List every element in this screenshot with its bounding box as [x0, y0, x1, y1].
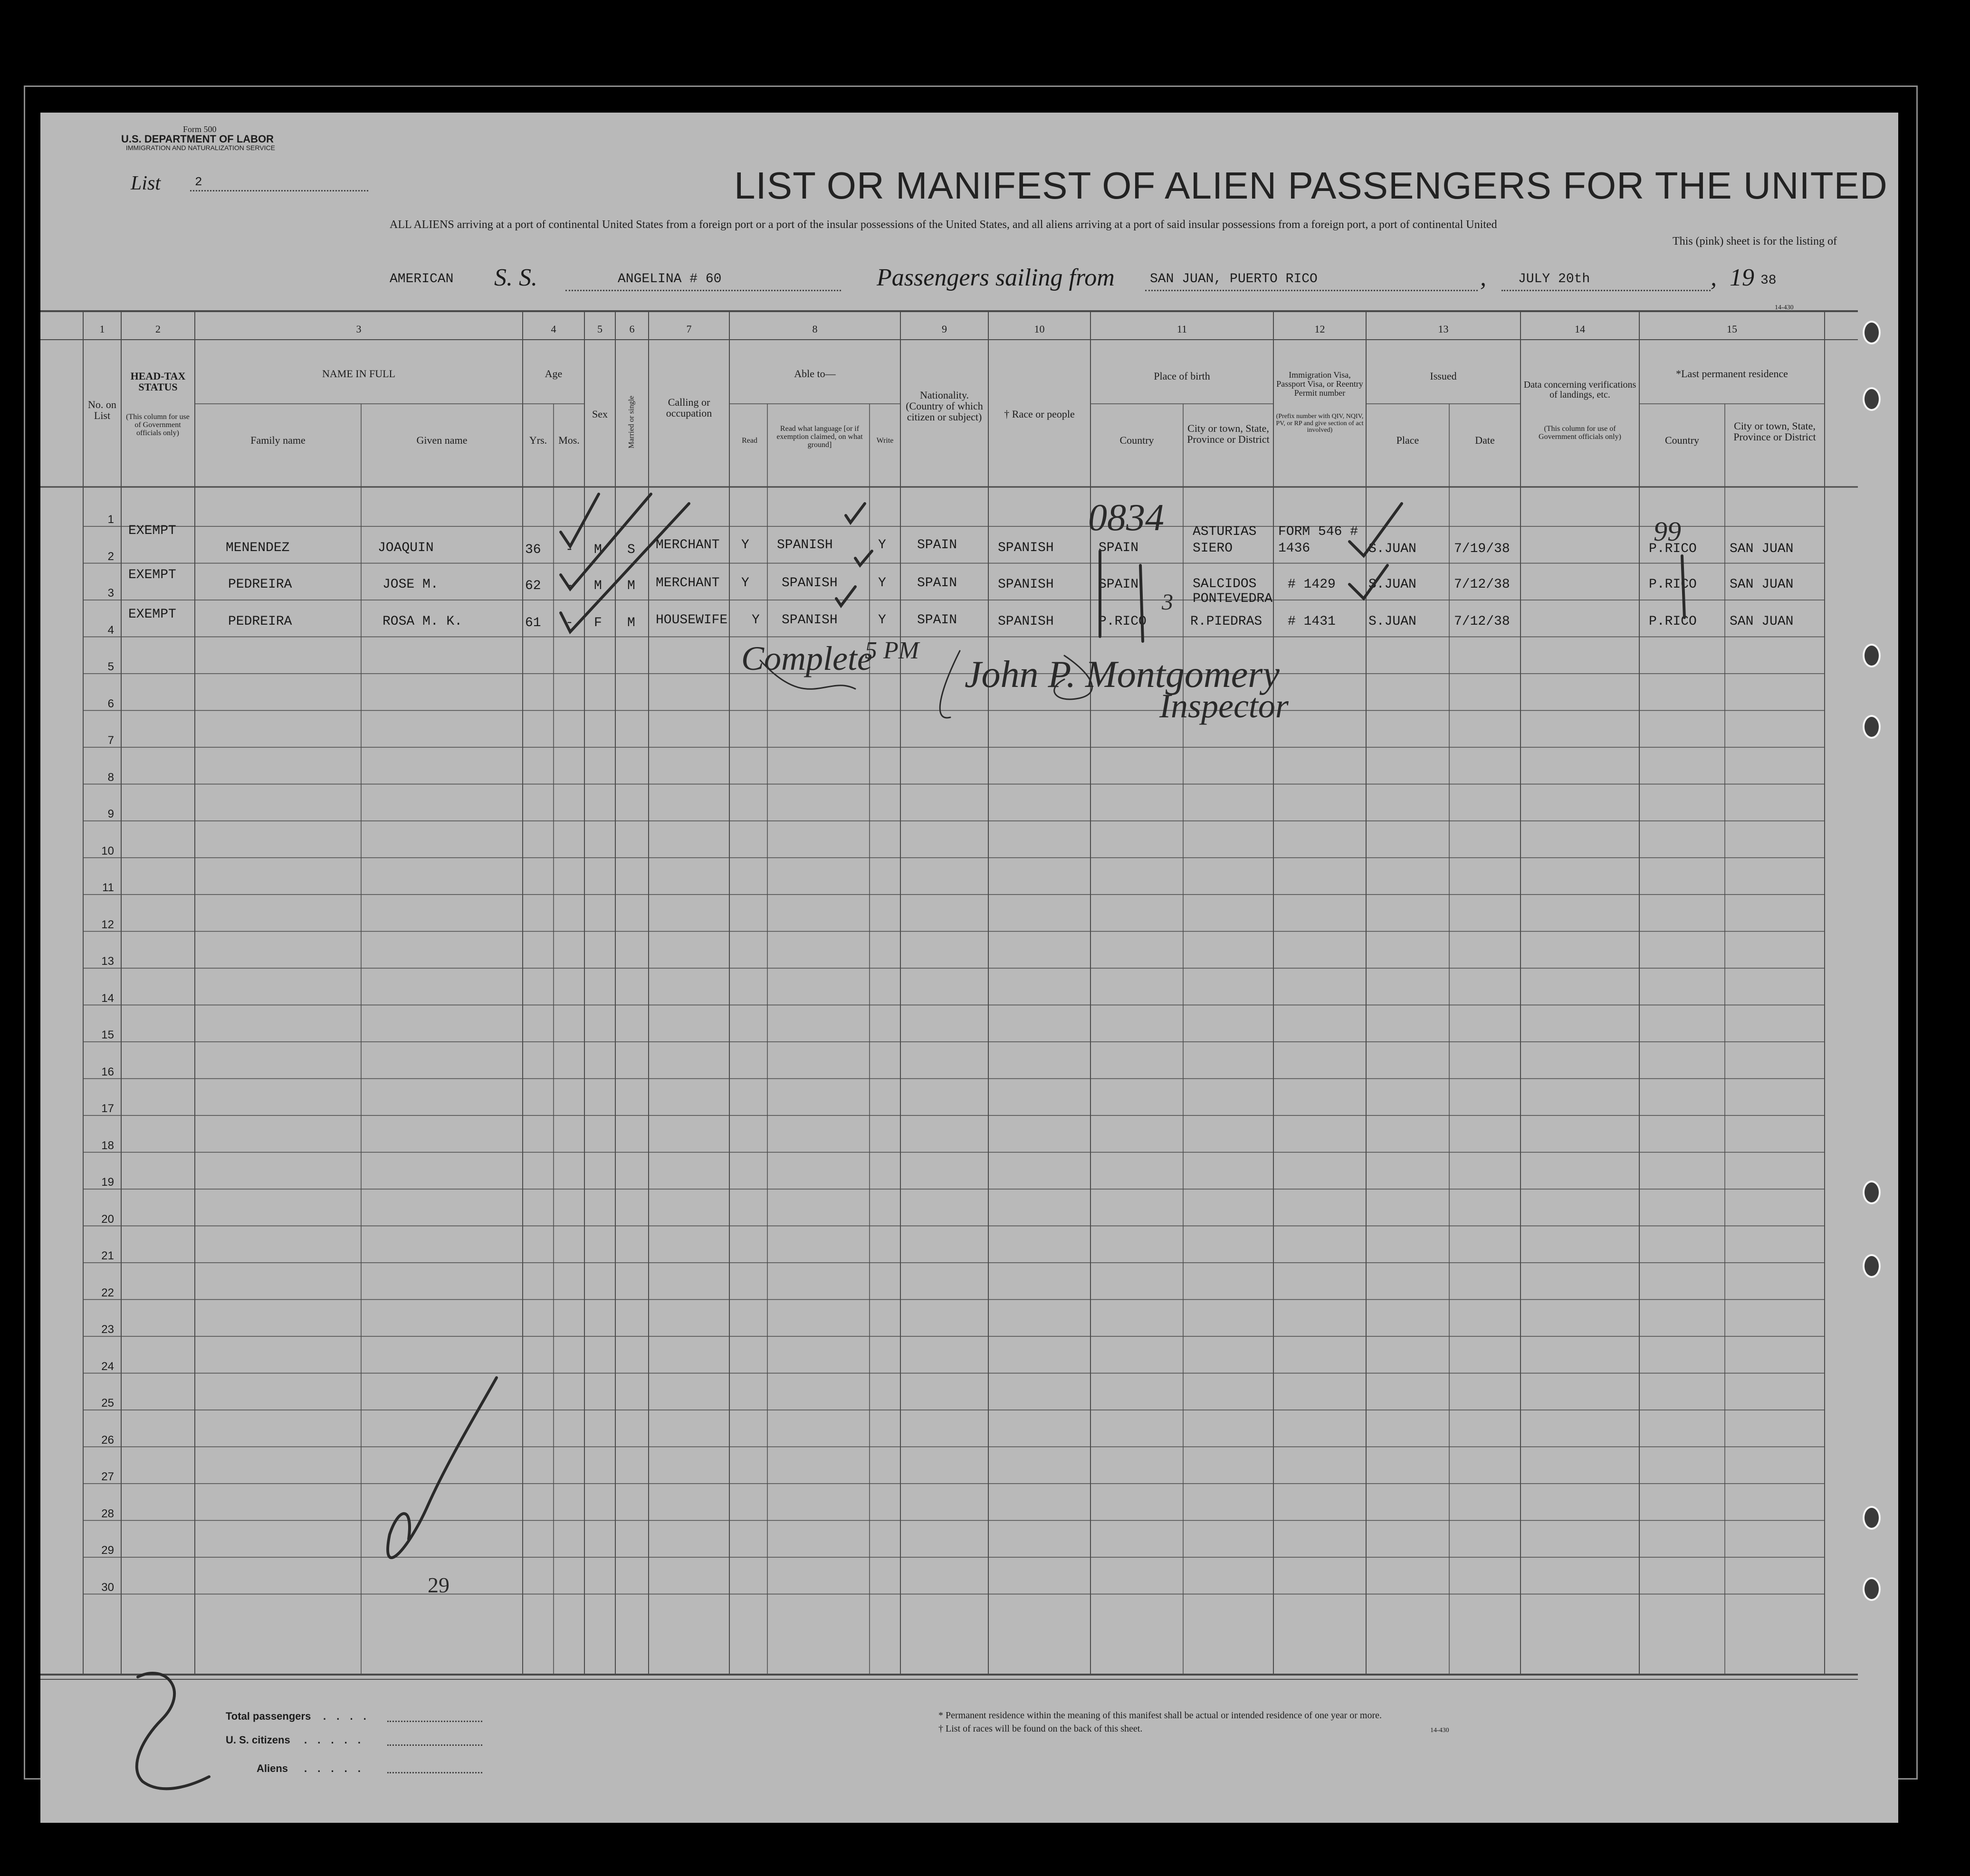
header-age: Age — [545, 368, 563, 380]
row-number: 27 — [101, 1470, 114, 1483]
handwritten-3: 3 — [1162, 590, 1173, 615]
dots: . . . . — [323, 1710, 370, 1722]
sex: M — [594, 579, 602, 593]
handwritten-29: 29 — [428, 1573, 449, 1597]
checkmark-icon — [1349, 504, 1402, 556]
checkmark-icon — [1349, 565, 1387, 599]
comma-2: , — [1711, 264, 1717, 291]
birth-city: ASTURIAS SIERO — [1193, 524, 1257, 556]
page-title: LIST OR MANIFEST OF ALIEN PASSENGERS FOR THE UNITED — [734, 164, 1888, 207]
row-number: 29 — [101, 1544, 114, 1557]
family-name: PEDREIRA — [228, 577, 292, 592]
ship-name: ANGELINA # 60 — [618, 272, 722, 286]
issued-date: 7/12/38 — [1454, 577, 1510, 592]
residence-country: P.RICO — [1649, 577, 1697, 592]
marital-status: M — [627, 579, 635, 593]
row-number: 9 — [107, 808, 114, 820]
row-number: 12 — [101, 918, 114, 931]
checkmark-icon — [836, 587, 855, 606]
tally-mark — [1140, 565, 1143, 641]
row-number: 14 — [101, 991, 114, 1005]
row-number: 21 — [101, 1249, 114, 1262]
header-write: Write — [876, 437, 894, 445]
header-no-on-list: No. on List — [88, 399, 116, 422]
header-able-to: Able to— — [794, 368, 836, 380]
row-number: 8 — [107, 771, 114, 784]
row-number: 28 — [101, 1507, 114, 1520]
nationality: SPAIN — [917, 613, 957, 628]
marital-status: S — [627, 543, 635, 557]
row-number: 16 — [101, 1065, 114, 1078]
binder-hole-icon — [1863, 321, 1881, 344]
list-value: 2 — [195, 175, 202, 189]
header-last-residence: *Last permanent residence — [1676, 368, 1788, 380]
residence-city: SAN JUAN — [1730, 542, 1794, 556]
binder-hole-icon — [1863, 1506, 1881, 1530]
checkmark-icon — [855, 551, 872, 565]
tally-mark — [1682, 556, 1684, 618]
nationality: SPAIN — [917, 576, 957, 590]
row-number: 4 — [107, 623, 114, 637]
race: SPANISH — [998, 541, 1054, 555]
row-number: 23 — [101, 1323, 114, 1336]
age-months: - — [565, 579, 574, 593]
header-pob-city: City or town, State, Province or District — [1187, 422, 1270, 446]
dots: . . . . . — [304, 1762, 365, 1774]
row-number: 22 — [101, 1286, 114, 1299]
age-years: 62 — [525, 579, 541, 593]
occupation: MERCHANT — [656, 576, 720, 590]
intro-text: ALL ALIENS arriving at a port of continental United States from a foreign port or a port of the insular possessions of the United States, and all aliens arriving at a port of said insular possessions from a foreign port, a port of continental United — [390, 219, 1497, 231]
binder-hole-icon — [1863, 1254, 1881, 1278]
header-res-city: City or town, State, Province or District — [1733, 420, 1816, 443]
binder-hole-icon — [1863, 644, 1881, 667]
visa-number: # 1431 — [1288, 614, 1336, 629]
row-number: 6 — [107, 697, 114, 710]
birth-country: SPAIN — [1099, 577, 1139, 592]
header-pob-country: Country — [1119, 434, 1154, 446]
row-number: 19 — [101, 1176, 114, 1189]
sailing-label: Passengers sailing from — [877, 264, 1115, 291]
occupation: HOUSEWIFE — [656, 613, 728, 628]
handwritten-0834: 0834 — [1088, 497, 1164, 539]
birth-country: P.RICO — [1099, 614, 1147, 629]
ship-nationality: AMERICAN — [390, 272, 454, 286]
col-num: 12 — [1314, 323, 1325, 335]
list-label: List — [131, 172, 161, 194]
header-landings-note: (This column for use of Government officials only) — [1539, 425, 1621, 441]
aliens-line — [387, 1772, 482, 1773]
header-read-language: Read what language [or if exemption claimed, on what ground] — [776, 425, 863, 449]
visa-number: # 1429 — [1288, 577, 1336, 592]
col-num: 15 — [1727, 323, 1737, 335]
header-head-tax-note: (This column for use of Government officials only) — [126, 413, 190, 437]
row-number: 1 — [107, 513, 114, 526]
residence-country: P.RICO — [1649, 614, 1697, 629]
issued-place: S.JUAN — [1368, 614, 1416, 629]
header-place-of-birth: Place of birth — [1154, 370, 1210, 382]
row-number: 25 — [101, 1397, 114, 1409]
comma: , — [1480, 264, 1486, 291]
language: SPANISH — [782, 576, 838, 590]
header-married: Married or single — [627, 395, 636, 448]
row-number: 13 — [101, 955, 114, 968]
col-num: 7 — [686, 323, 692, 335]
header-calling: Calling or occupation — [666, 396, 712, 419]
residence-country: P.RICO — [1649, 542, 1697, 556]
footnote-residence: * Permanent residence within the meaning of this manifest shall be actual or intended residence of one year or more. — [938, 1710, 1382, 1721]
can-write: Y — [878, 576, 886, 590]
row-number: 3 — [107, 587, 114, 600]
row-number: 11 — [102, 881, 114, 894]
header-issued-date: Date — [1475, 434, 1495, 446]
header-sex: Sex — [592, 408, 608, 420]
sex: M — [594, 543, 602, 557]
ss-label: S. S. — [494, 264, 537, 291]
year-suffix: 38 — [1760, 273, 1777, 288]
row-number: 24 — [101, 1360, 114, 1373]
residence-city: SAN JUAN — [1730, 614, 1794, 629]
issued-date: 7/12/38 — [1454, 614, 1510, 629]
number-two-mark — [137, 1673, 209, 1789]
us-citizens-label: U. S. citizens — [226, 1734, 290, 1746]
can-write: Y — [878, 538, 886, 552]
header-visa-note: (Prefix number with QIV, NQIV, PV, or RP and give section of act involved) — [1276, 413, 1364, 434]
form-code: 14-430 — [1430, 1727, 1449, 1734]
col-num: 6 — [629, 323, 635, 335]
col-num: 11 — [1176, 323, 1187, 335]
header-yrs: Yrs. — [529, 434, 547, 446]
total-passengers-line — [387, 1721, 482, 1722]
header-mos: Mos. — [558, 434, 580, 446]
header-landings: Data concerning verifications of landings, etc. — [1523, 380, 1636, 400]
birth-city: R.PIEDRAS — [1190, 614, 1262, 629]
binder-hole-icon — [1863, 387, 1881, 411]
visa-number: FORM 546 # 1436 — [1278, 524, 1358, 556]
header-race: † Race or people — [1004, 408, 1075, 420]
checkmark-icon — [561, 494, 599, 546]
form-code-top: 14-430 — [1775, 304, 1794, 311]
age-years: 36 — [525, 543, 541, 557]
row-number: 2 — [107, 550, 114, 563]
col-num: 9 — [942, 323, 947, 335]
marital-status: M — [627, 616, 635, 630]
age-years: 61 — [525, 616, 541, 630]
header-name-in-full: NAME IN FULL — [322, 368, 395, 380]
col-num: 8 — [812, 323, 818, 335]
row-number: 17 — [101, 1102, 114, 1115]
header-family-name: Family name — [250, 434, 306, 446]
family-name: PEDREIRA — [228, 614, 292, 629]
row-number: 7 — [107, 734, 114, 747]
can-read: Y — [752, 613, 760, 628]
binder-hole-icon — [1863, 715, 1881, 739]
col-num: 3 — [356, 323, 362, 335]
signature: John P. Montgomery — [965, 654, 1280, 695]
race: SPANISH — [998, 577, 1054, 592]
us-citizens-line — [387, 1744, 482, 1746]
col-num: 13 — [1438, 323, 1449, 335]
row-number: 20 — [101, 1212, 114, 1226]
header-nationality: Nationality. (Country of which citizen or subject) — [906, 389, 983, 423]
row-number: 26 — [101, 1433, 114, 1447]
col-num: 1 — [99, 323, 105, 335]
handwritten-time: 5 PM — [865, 637, 919, 664]
footnote-races: † List of races will be found on the back of this sheet. — [938, 1724, 1143, 1734]
aliens-label: Aliens — [257, 1762, 288, 1774]
row-number: 18 — [101, 1139, 114, 1152]
checkmark-icon — [846, 504, 865, 523]
residence-city: SAN JUAN — [1730, 577, 1794, 592]
issued-place: S.JUAN — [1368, 577, 1416, 592]
language: SPANISH — [782, 613, 838, 628]
handwritten-inspector: Inspector — [1159, 687, 1289, 725]
dots: . . . . . — [304, 1734, 365, 1746]
binder-hole-icon — [1863, 1181, 1881, 1204]
can-write: Y — [878, 613, 886, 628]
issued-date: 7/19/38 — [1454, 542, 1510, 556]
row-number: 30 — [101, 1581, 114, 1594]
header-res-country: Country — [1664, 434, 1700, 446]
sailing-date: JULY 20th — [1518, 272, 1590, 286]
can-read: Y — [741, 576, 749, 590]
language: SPANISH — [777, 538, 833, 552]
header-issued: Issued — [1430, 370, 1457, 382]
header-head-tax: HEAD-TAX STATUS — [130, 370, 186, 393]
birth-country: SPAIN — [1099, 541, 1139, 555]
sex: F — [594, 616, 602, 630]
col-num: 2 — [155, 323, 161, 335]
nationality: SPAIN — [917, 538, 957, 552]
row-number: 10 — [101, 844, 114, 857]
col-num: 5 — [597, 323, 602, 335]
total-passengers-label: Total passengers — [226, 1710, 311, 1722]
given-name: JOAQUIN — [378, 541, 434, 555]
form-number: Form 500 — [183, 124, 217, 134]
col-num: 10 — [1034, 323, 1045, 335]
binder-hole-icon — [1863, 1577, 1881, 1601]
col-num: 14 — [1575, 323, 1585, 335]
can-read: Y — [741, 538, 749, 552]
given-name: JOSE M. — [383, 577, 439, 592]
head-tax-status: EXEMPT — [128, 568, 176, 582]
department: U.S. DEPARTMENT OF LABOR — [121, 133, 274, 145]
age-months: - — [565, 616, 574, 630]
check-stroke — [388, 1378, 497, 1558]
row-number: 15 — [101, 1028, 114, 1041]
year-prefix: 19 — [1730, 264, 1754, 291]
header-visa: Immigration Visa, Passport Visa, or Reentry Permit number — [1276, 370, 1363, 398]
handwritten-complete: Complete — [741, 639, 872, 677]
intro-text-2: This (pink) sheet is for the listing of — [1673, 235, 1837, 248]
header-issued-place: Place — [1396, 434, 1419, 446]
race: SPANISH — [998, 614, 1054, 629]
sailing-from: SAN JUAN, PUERTO RICO — [1150, 272, 1318, 286]
head-tax-status: EXEMPT — [128, 524, 176, 538]
head-tax-status: EXEMPT — [128, 607, 176, 622]
birth-city: SALCIDOS PONTEVEDRA — [1193, 577, 1273, 606]
col-num: 4 — [551, 323, 556, 335]
issued-place: S.JUAN — [1368, 542, 1416, 556]
occupation: MERCHANT — [656, 538, 720, 552]
row-number: 5 — [107, 660, 114, 673]
service-name: IMMIGRATION AND NATURALIZATION SERVICE — [126, 144, 275, 152]
given-name: ROSA M. K. — [383, 614, 463, 629]
header-read: Read — [742, 437, 757, 445]
family-name: MENENDEZ — [226, 541, 290, 555]
handwritten-99: 99 — [1654, 516, 1681, 547]
header-given-name: Given name — [416, 434, 468, 446]
age-months: - — [565, 543, 574, 557]
